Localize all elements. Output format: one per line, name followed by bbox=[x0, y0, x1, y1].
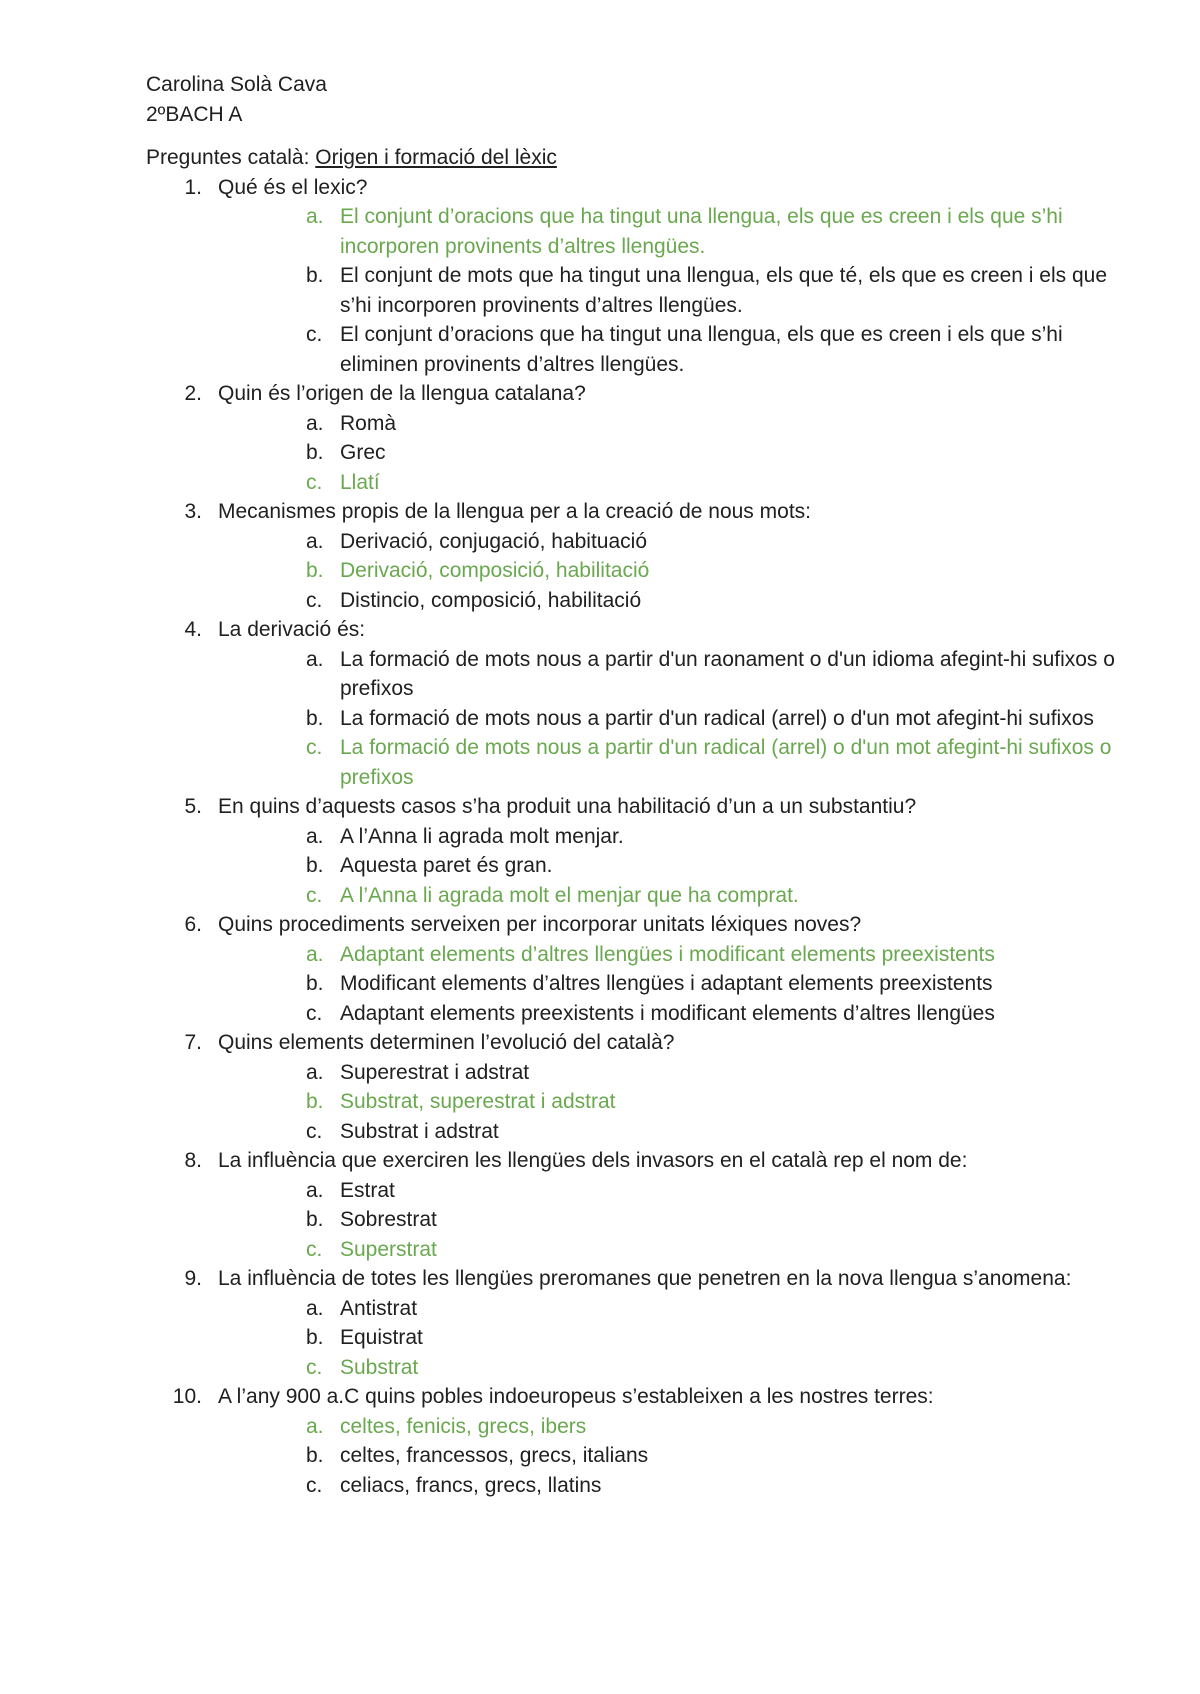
question-number: 6. bbox=[184, 913, 202, 936]
question-text: La influència de totes les llengües preromanes que penetren en la nova llengua s’anomena: bbox=[218, 1267, 1072, 1290]
option-text: Sobrestrat bbox=[340, 1208, 437, 1231]
option-list bbox=[218, 527, 1106, 616]
student-name: Carolina Solà Cava bbox=[146, 73, 327, 96]
option-item-correct bbox=[268, 1235, 1140, 1265]
question-text: Qué és el lexic? bbox=[218, 175, 368, 199]
option-text: celiacs, francs, grecs, llatins bbox=[340, 1473, 602, 1497]
option-letter: c. bbox=[306, 1473, 323, 1497]
option-text: Substrat, superestrat i adstrat bbox=[340, 1090, 616, 1113]
option-list bbox=[218, 940, 1106, 1029]
question-text: La derivació és: bbox=[218, 618, 366, 641]
option-text: Antistrat bbox=[340, 1296, 418, 1320]
option-list bbox=[218, 1412, 1106, 1501]
option-letter: c. bbox=[306, 1237, 323, 1261]
document-title bbox=[146, 143, 1106, 173]
question-number: 4. bbox=[184, 618, 202, 641]
option-list bbox=[218, 822, 1106, 911]
option-item bbox=[268, 1323, 1140, 1353]
option-text: La formació de mots nous a partir d'un raonament o d'un idioma afegint-hi sufixos o prefixos bbox=[340, 647, 1115, 700]
option-letter: a. bbox=[306, 647, 324, 671]
option-letter: a. bbox=[306, 411, 324, 435]
option-item bbox=[268, 409, 1140, 439]
option-text: Adaptant elements preexistents i modificant elements d’altres llengües bbox=[340, 1001, 995, 1025]
option-letter: a. bbox=[306, 824, 324, 848]
option-text: Superstrat bbox=[340, 1237, 437, 1261]
title-prefix: Preguntes català: bbox=[146, 146, 316, 169]
question-item bbox=[146, 497, 1106, 615]
option-letter: c. bbox=[306, 323, 323, 346]
option-text: Substrat i adstrat bbox=[340, 1119, 499, 1143]
question-number: 3. bbox=[184, 500, 202, 523]
option-letter: c. bbox=[306, 736, 323, 759]
question-item bbox=[146, 379, 1106, 497]
option-list bbox=[218, 1294, 1106, 1383]
option-item bbox=[268, 1176, 1140, 1206]
option-letter: b. bbox=[306, 559, 324, 582]
option-letter: b. bbox=[306, 706, 324, 730]
question-number: 1. bbox=[184, 175, 202, 199]
option-text: Derivació, composició, habilitació bbox=[340, 559, 650, 582]
option-item bbox=[268, 1471, 1140, 1501]
option-text: Modificant elements d’altres llengües i adaptant elements preexistents bbox=[340, 972, 993, 995]
question-item bbox=[146, 173, 1106, 380]
question-text: Quins elements determinen l’evolució del català? bbox=[218, 1031, 675, 1054]
option-text: Adaptant elements d’altres llengües i modificant elements preexistents bbox=[340, 942, 995, 966]
option-item bbox=[268, 999, 1140, 1029]
option-item bbox=[268, 645, 1140, 704]
class-group: 2ºBACH A bbox=[146, 102, 243, 126]
option-item-correct bbox=[268, 556, 1140, 586]
question-number: 10. bbox=[172, 1385, 202, 1408]
option-text: celtes, francessos, grecs, italians bbox=[340, 1444, 649, 1467]
option-text: El conjunt de mots que ha tingut una llengua, els que té, els que es creen i els que s’hi incorporen provinents d’altres llengües. bbox=[340, 264, 1108, 317]
option-item bbox=[268, 1294, 1140, 1324]
option-list bbox=[218, 645, 1115, 793]
option-text: Llatí bbox=[340, 470, 380, 494]
option-letter: b. bbox=[306, 1326, 324, 1349]
option-letter: c. bbox=[306, 883, 323, 907]
option-text: Grec bbox=[340, 441, 386, 464]
question-text: En quins d’aquests casos s’ha produit una habilitació d’un a un substantiu? bbox=[218, 795, 917, 818]
option-text: La formació de mots nous a partir d'un radical (arrel) o d'un mot afegint-hi sufixos o prefixos bbox=[340, 736, 1112, 789]
option-text: Derivació, conjugació, habituació bbox=[340, 529, 648, 553]
option-text: Substrat bbox=[340, 1355, 419, 1379]
question-text: Mecanismes propis de la llengua per a la creació de nous mots: bbox=[218, 500, 811, 523]
question-number: 2. bbox=[184, 382, 202, 405]
option-item bbox=[268, 1205, 1140, 1235]
spacer bbox=[146, 129, 1106, 143]
title-topic: Origen i formació del lèxic bbox=[315, 146, 557, 169]
option-letter: a. bbox=[306, 1060, 324, 1084]
option-letter: c. bbox=[306, 1119, 323, 1143]
option-letter: c. bbox=[306, 1355, 323, 1379]
option-letter: a. bbox=[306, 1178, 324, 1202]
question-number: 8. bbox=[184, 1149, 202, 1172]
option-list bbox=[218, 1058, 1106, 1147]
option-item bbox=[268, 822, 1140, 852]
option-letter: b. bbox=[306, 854, 324, 877]
option-list bbox=[218, 202, 1106, 379]
option-text: A l’Anna li agrada molt menjar. bbox=[340, 824, 624, 848]
option-text: Estrat bbox=[340, 1178, 395, 1202]
option-item bbox=[268, 969, 1140, 999]
option-text: Equistrat bbox=[340, 1326, 423, 1349]
option-item bbox=[268, 851, 1140, 881]
option-letter: c. bbox=[306, 588, 323, 612]
question-item bbox=[146, 1028, 1106, 1146]
option-item bbox=[268, 1058, 1140, 1088]
option-letter: a. bbox=[306, 205, 324, 228]
option-item-correct bbox=[268, 468, 1140, 498]
question-number: 7. bbox=[184, 1031, 202, 1054]
option-text: El conjunt d’oracions que ha tingut una llengua, els que es creen i els que s’hi incorporen provinents d’altres llengües. bbox=[340, 205, 1063, 258]
question-item bbox=[146, 792, 1106, 910]
question-list bbox=[146, 173, 1115, 1501]
option-letter: b. bbox=[306, 1090, 324, 1113]
option-item-correct bbox=[268, 1412, 1140, 1442]
option-item bbox=[268, 527, 1140, 557]
option-text: Romà bbox=[340, 411, 397, 435]
option-text: Superestrat i adstrat bbox=[340, 1060, 530, 1084]
question-item bbox=[146, 1264, 1106, 1382]
option-letter: a. bbox=[306, 1296, 324, 1320]
option-item bbox=[268, 320, 1140, 379]
option-text: El conjunt d’oracions que ha tingut una llengua, els que es creen i els que s’hi eliminen provinents d’altres llengües. bbox=[340, 323, 1063, 376]
option-text: A l’Anna li agrada molt el menjar que ha comprat. bbox=[340, 883, 799, 907]
option-item-correct bbox=[268, 1353, 1140, 1383]
option-item bbox=[268, 586, 1140, 616]
option-item-correct bbox=[268, 733, 1140, 792]
question-text: Quin és l’origen de la llengua catalana? bbox=[218, 382, 586, 405]
question-text: Quins procediments serveixen per incorporar unitats léxiques noves? bbox=[218, 913, 862, 936]
question-number: 5. bbox=[184, 795, 202, 818]
question-text: A l’any 900 a.C quins pobles indoeuropeus s’estableixen a les nostres terres: bbox=[218, 1385, 934, 1408]
option-letter: c. bbox=[306, 470, 323, 494]
option-item-correct bbox=[268, 881, 1140, 911]
option-letter: c. bbox=[306, 1001, 323, 1025]
question-text: La influència que exerciren les llengües dels invasors en el català rep el nom de: bbox=[218, 1149, 968, 1172]
question-number: 9. bbox=[184, 1267, 202, 1290]
question-item bbox=[146, 615, 1115, 792]
option-item-correct bbox=[268, 202, 1140, 261]
document-page bbox=[146, 70, 1115, 1500]
question-item bbox=[146, 1382, 1106, 1500]
option-list bbox=[218, 409, 1106, 498]
option-item bbox=[268, 1117, 1140, 1147]
option-item bbox=[268, 704, 1140, 734]
option-letter: b. bbox=[306, 972, 324, 995]
option-item-correct bbox=[268, 1087, 1140, 1117]
question-item bbox=[146, 910, 1106, 1028]
option-list bbox=[218, 1176, 1106, 1265]
option-letter: b. bbox=[306, 264, 324, 287]
option-text: Distincio, composició, habilitació bbox=[340, 588, 642, 612]
option-letter: b. bbox=[306, 1208, 324, 1231]
option-item bbox=[268, 1441, 1140, 1471]
option-item bbox=[268, 261, 1140, 320]
option-item-correct bbox=[268, 940, 1140, 970]
option-letter: a. bbox=[306, 1414, 324, 1438]
option-letter: b. bbox=[306, 1444, 324, 1467]
option-letter: a. bbox=[306, 529, 324, 553]
question-item bbox=[146, 1146, 1106, 1264]
option-text: La formació de mots nous a partir d'un radical (arrel) o d'un mot afegint-hi sufixos bbox=[340, 706, 1094, 730]
option-text: Aquesta paret és gran. bbox=[340, 854, 553, 877]
option-letter: b. bbox=[306, 441, 324, 464]
option-text: celtes, fenicis, grecs, ibers bbox=[340, 1414, 587, 1438]
option-letter: a. bbox=[306, 942, 324, 966]
option-item bbox=[268, 438, 1140, 468]
